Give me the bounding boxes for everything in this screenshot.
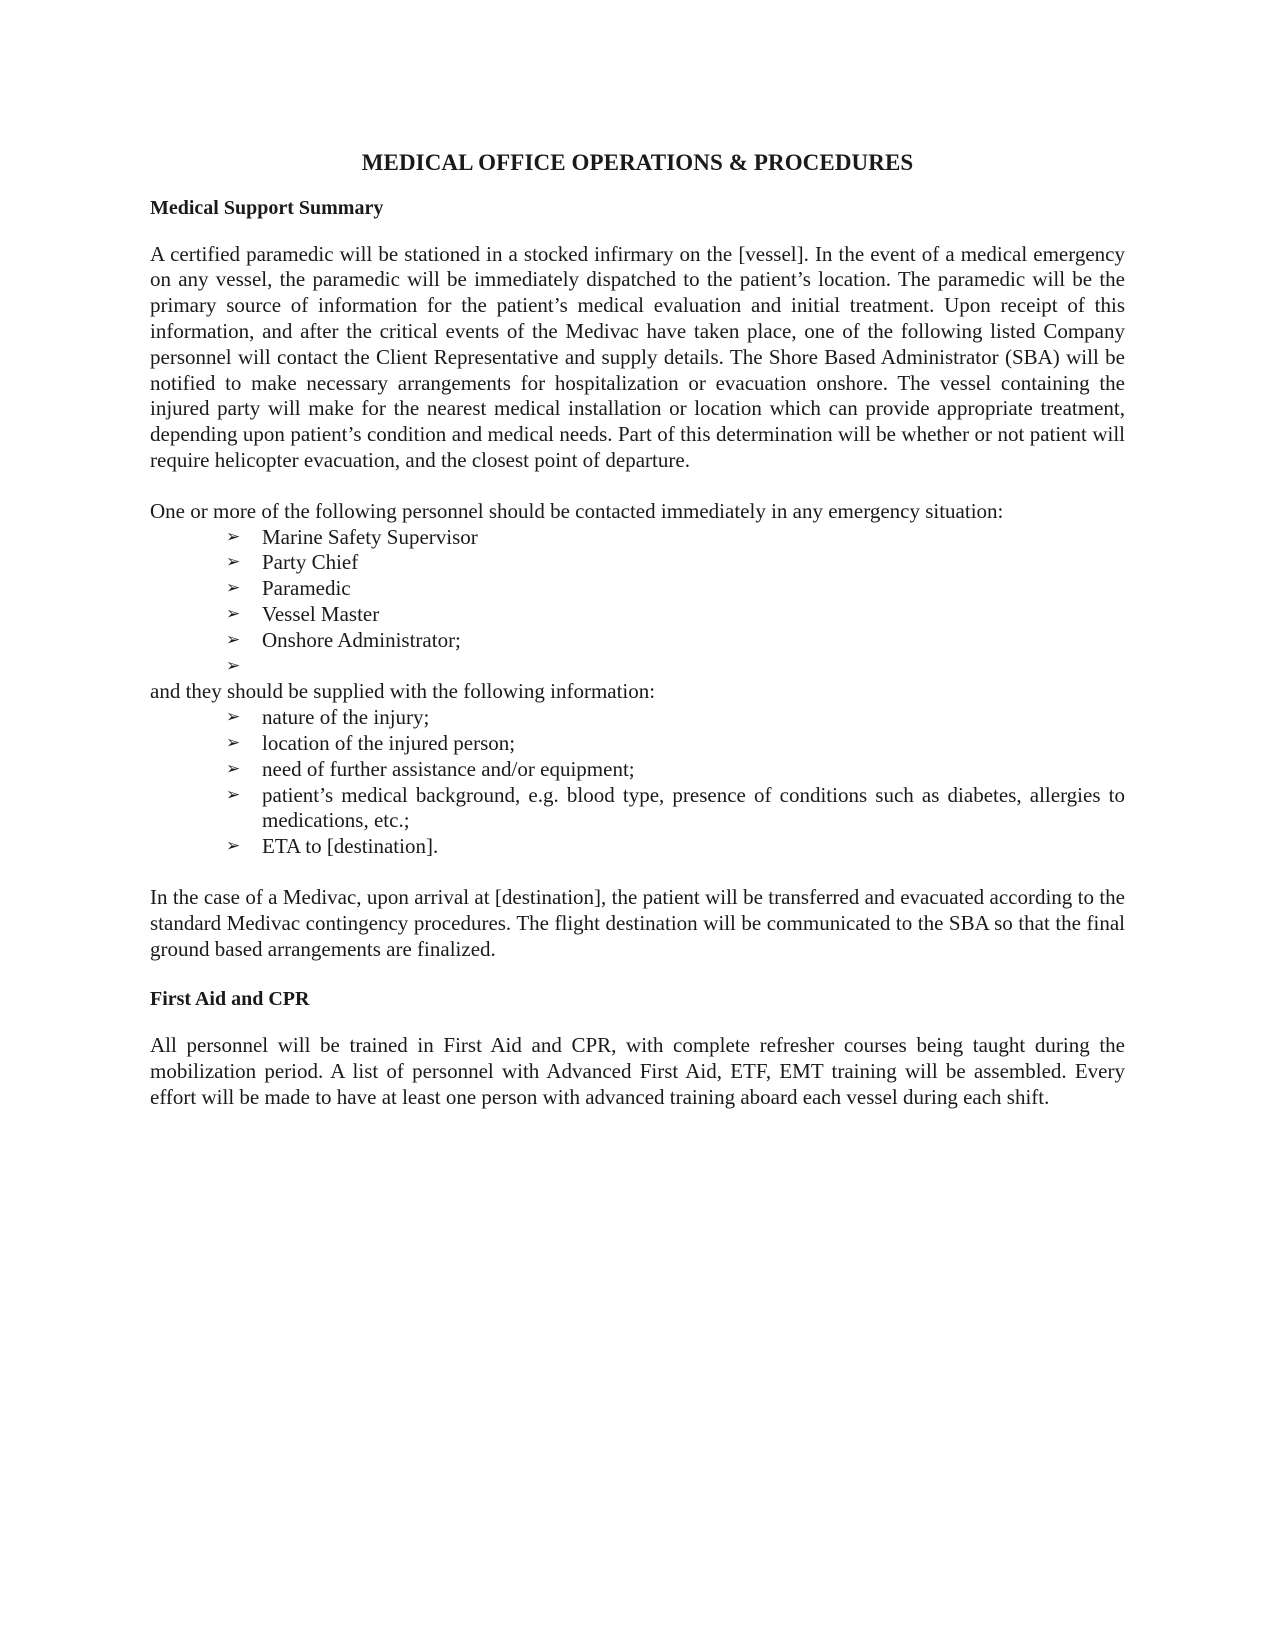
info-label: ETA to [destination]. <box>262 834 439 859</box>
spacer <box>150 860 1125 885</box>
contact-label: Vessel Master <box>262 601 380 626</box>
list-item <box>150 834 1125 860</box>
section-heading-medical-support: Medical Support Summary <box>150 196 384 219</box>
document-title: MEDICAL OFFICE OPERATIONS & PROCEDURES <box>361 150 914 175</box>
list-item <box>150 628 1125 654</box>
contact-label: Paramedic <box>262 576 351 601</box>
contact-label: Party Chief <box>262 550 359 575</box>
section-heading-first-aid: First Aid and CPR <box>150 988 310 1011</box>
list-item <box>150 550 1125 576</box>
contacts-list <box>150 525 1125 680</box>
arrowhead-bullet-icon: ➢ <box>226 526 241 547</box>
list-item <box>150 757 1125 783</box>
info-intro: and they should be supplied with the following information: <box>150 679 656 704</box>
arrowhead-bullet-icon: ➢ <box>226 578 241 599</box>
list-item <box>150 705 1125 731</box>
contact-label: Onshore Administrator; <box>262 627 461 652</box>
arrowhead-bullet-icon: ➢ <box>226 758 241 779</box>
info-label: nature of the injury; <box>262 705 430 730</box>
contact-label: Marine Safety Supervisor <box>262 524 478 549</box>
info-label: patient’s medical background, e.g. blood type, presence of conditions such as diabetes, allergies to medications, etc.; <box>262 782 1125 833</box>
arrowhead-bullet-icon: ➢ <box>226 655 241 676</box>
list-item <box>150 525 1125 551</box>
arrowhead-bullet-icon: ➢ <box>226 732 241 753</box>
info-list <box>150 705 1125 860</box>
arrowhead-bullet-icon: ➢ <box>226 784 241 805</box>
medical-support-paragraph: A certified paramedic will be stationed in a stocked infirmary on the [vessel]. In the event of a medical emergency on any vessel, the paramedic will be immediately dispatched to the patient’s location. The paramedic will be the primary source of information for the patient’s medical evaluation and initial treatment. Upon receipt of this information, and after the critical events of the Medivac have taken place, one of the following listed Company personnel will contact the Client Representative and supply details. The Shore Based Administrator (SBA) will be notified to make necessary arrangements for hospitalization or evacuation onshore. The vessel containing the injured party will make for the nearest medical installation or location which can provide appropriate treatment, depending upon patient’s condition and medical needs. Part of this determination will be whether or not patient will require helicopter evacuation, and the closest point of departure. <box>150 241 1125 472</box>
arrowhead-bullet-icon: ➢ <box>226 836 241 857</box>
list-item <box>150 602 1125 628</box>
info-label: need of further assistance and/or equipment; <box>262 756 635 781</box>
list-item <box>150 731 1125 757</box>
arrowhead-bullet-icon: ➢ <box>226 552 241 573</box>
list-item <box>150 783 1125 835</box>
document-page <box>150 150 1125 1111</box>
arrowhead-bullet-icon: ➢ <box>226 629 241 650</box>
info-label: location of the injured person; <box>262 730 516 755</box>
arrowhead-bullet-icon: ➢ <box>226 603 241 624</box>
medivac-paragraph: In the case of a Medivac, upon arrival at [destination], the patient will be transferred and evacuated according to the standard Medivac contingency procedures. The flight destination will be communicated to the SBA so that the final ground based arrangements are finalized. <box>150 884 1125 961</box>
list-item <box>150 654 1125 680</box>
list-item <box>150 576 1125 602</box>
arrowhead-bullet-icon: ➢ <box>226 707 241 728</box>
contacts-intro: One or more of the following personnel should be contacted immediately in any emergency situation: <box>150 498 1004 523</box>
first-aid-paragraph: All personnel will be trained in First Aid and CPR, with complete refresher courses being taught during the mobilization period. A list of personnel with Advanced First Aid, ETF, EMT training will be assembled. Every effort will be made to have at least one person with advanced training aboard each vessel during each shift. <box>150 1033 1125 1109</box>
